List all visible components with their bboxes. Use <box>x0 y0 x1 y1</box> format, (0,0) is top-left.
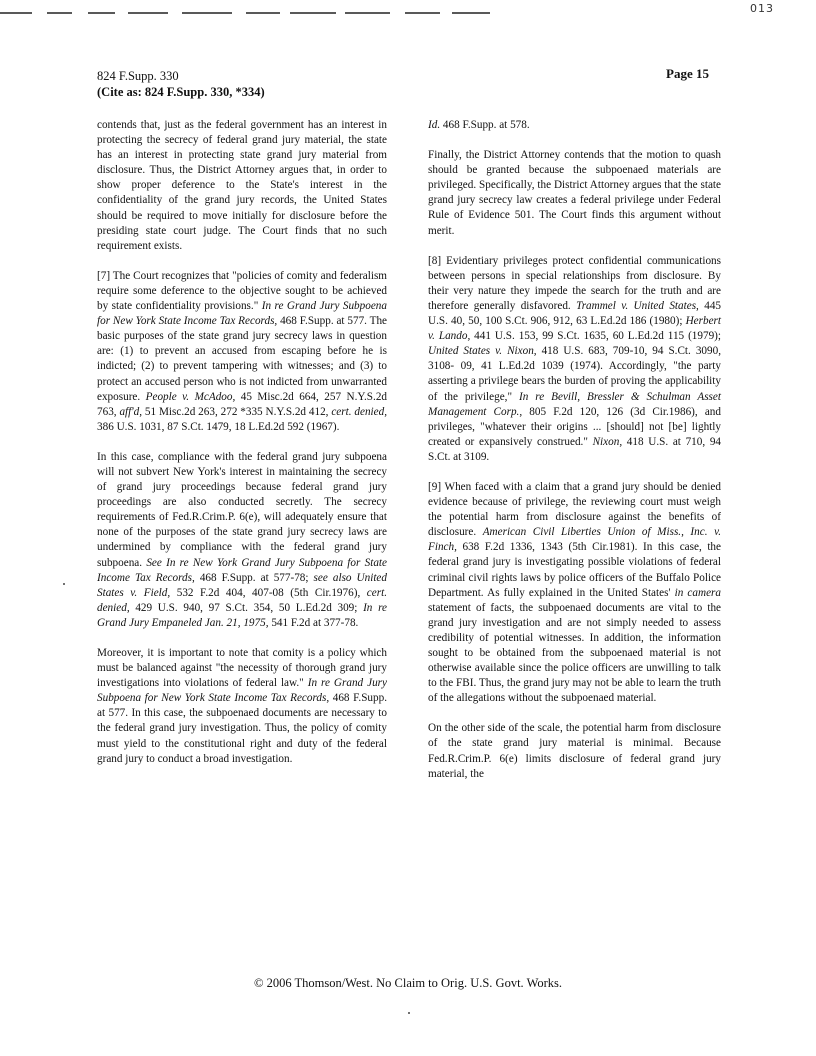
case-history: cert. denied, <box>331 405 388 418</box>
text: 445 U.S. 40, 50, 100 S.Ct. 906, 912, 63 L.Ed.2d 186 (1980); <box>428 299 721 328</box>
text: 441 U.S. 153, 99 S.Ct. 1635, 60 L.Ed.2d 115 (1979); <box>470 330 721 343</box>
text: statement of facts, the subpoenaed documents are vital to the grand jury investigation and are not simply needed to assess credibility of potential witnesses. In addition, the information sought to be obtained from the subpoenaed material is not otherwise available since the police officers are unwilling to talk to the FBI. Thus, the grand jury may not be able to learn the truth of the allegations without the subpoenaed material. <box>428 601 721 705</box>
paragraph <box>428 254 721 465</box>
text: 418 U.S. 683, 709-10, 94 S.Ct. 3090, 3108- 09, 41 L.Ed.2d 1039 (1974). Accordingly, "the party asserting a privilege bears the burden of proving the applicability of the privilege," <box>428 345 721 403</box>
paragraph <box>428 480 721 706</box>
text: [9] When faced with a claim that a grand jury should be denied evidence because of privilege, the reviewing court must weigh the potential harm from disclosure against the benefits of disclosure. <box>428 480 721 539</box>
fax-header-dashes <box>0 0 816 20</box>
case-history: aff'd, <box>119 405 143 418</box>
text: 805 F.2d 120, 126 (3d Cir.1986), and privileges, "whatever their origins ... [should] not [be] lightly created or expansively construed." <box>428 405 721 448</box>
case-citation: Id. <box>428 119 441 131</box>
text: 45 Misc.2d 664, 257 N.Y.S.2d 763, <box>97 390 388 418</box>
paragraph: On the other side of the scale, the potential harm from disclosure of the state grand jury material is minimal. Because Fed.R.Crim.P. 6(e) limits disclosure of federal grand jury material, the <box>428 722 721 780</box>
text: In this case, compliance with the federal grand jury subpoena will not subvert New York's interest in maintaining the secrecy of grand jury proceedings because federal grand jury proceedings are also conducted secretly. The secrecy requirements of Fed.R.Crim.P. 6(e), will adequately ensure that none of the purposes of the state grand jury secrecy laws are undermined by compliance with the federal grand jury subpoena. <box>97 450 387 569</box>
case-citation: In re Grand Jury Subpoena for New York State Income Tax Records, <box>97 300 387 328</box>
paragraph <box>97 646 387 767</box>
scan-speck <box>408 1012 410 1014</box>
case-citation: See In re New York Grand Jury Subpoena for State Income Tax Records, <box>97 556 387 584</box>
cite-as-line: (Cite as: 824 F.Supp. 330, *334) <box>97 85 265 99</box>
scan-speck <box>63 583 65 585</box>
paragraph: contends that, just as the federal government has an interest in protecting the secrecy of federal grand jury material, the state has an interest in protecting state grand jury material from disclosure. Thus, the District Attorney argues that, in order to show proper deference to the State's interest in the confidentiality of the grand jury records, the United States should be required to move initially for disclosure before the presiding state court judge. The Court finds that no such requirement exists. <box>97 119 387 252</box>
paragraph <box>428 118 721 133</box>
fax-page-number: 013 <box>750 2 774 15</box>
left-column <box>97 118 387 782</box>
case-citation: see also United States v. Field, <box>97 571 387 599</box>
latin-term: in camera <box>674 586 721 599</box>
text: [7] The Court recognizes that "policies of comity and federalism require some deference to the objective sought to be achieved by state confidentiality provisions." <box>97 269 387 313</box>
case-citation: Herbert v. Lando, <box>428 315 721 343</box>
copyright-footer: © 2006 Thomson/West. No Claim to Orig. U.S. Govt. Works. <box>253 976 563 990</box>
citation-header <box>97 68 265 100</box>
page-number: Page 15 <box>666 66 709 81</box>
paragraph <box>97 269 387 435</box>
text: 51 Misc.2d 263, 272 *335 N.Y.S.2d 412, <box>142 405 332 418</box>
case-citation: In re Grand Jury Empaneled Jan. 21, 1975, <box>97 601 387 629</box>
text: 638 F.2d 1336, 1343 (5th Cir.1981). In this case, the federal grand jury is investigating possible violations of federal criminal civil rights laws by police officers of the Buffalo Police Department. As fully explained in the United States' <box>428 541 721 599</box>
text: 468 F.Supp. at 577-78; <box>194 571 314 584</box>
text: 468 F.Supp. at 577. In this case, the subpoenaed documents are necessary to the federal grand jury investigation. Thus, the policy of comity must yield to the constitutional right and duty of the federal grand jury to conduct a broad investigation. <box>97 692 387 765</box>
text: 429 U.S. 940, 97 S.Ct. 354, 50 L.Ed.2d 309; <box>129 601 364 614</box>
case-citation: In re Grand Jury Subpoena for New York State Income Tax Records, <box>97 677 387 705</box>
text: [8] Evidentiary privileges protect confidential communications between persons in special relationships from disclosure. By their very nature they impede the search for the truth and are therefore generally disfavored. <box>428 254 721 312</box>
case-history: cert. denied, <box>97 586 387 614</box>
right-column <box>428 118 721 797</box>
case-citation: People v. McAdoo, <box>145 390 236 403</box>
text: 418 U.S. at 710, 94 S.Ct. at 3109. <box>428 435 721 463</box>
case-citation: Nixon, <box>592 435 623 448</box>
paragraph: Finally, the District Attorney contends that the motion to quash should be granted because the subpoenaed materials are privileged. Specifically, the District Attorney argues that the state grand jury secrecy law creates a federal privilege under Federal Rule of Evidence 501. The Court finds this argument without merit. <box>428 149 721 237</box>
paragraph <box>97 450 387 631</box>
case-citation: American Civil Liberties Union of Miss., Inc. v. Finch, <box>428 526 721 554</box>
case-citation: Trammel v. United States, <box>576 299 699 312</box>
reporter-citation: 824 F.Supp. 330 <box>97 69 179 83</box>
text: 468 F.Supp. at 578. <box>440 119 530 131</box>
text: 532 F.2d 404, 407-08 (5th Cir.1976), <box>170 586 367 599</box>
text: Moreover, it is important to note that comity is a policy which must be balanced against "the necessity of thorough grand jury investigations into violations of federal law." <box>97 647 387 690</box>
case-citation: In re Bevill, Bressler & Schulman Asset Management Corp., <box>428 390 721 418</box>
text: 541 F.2d at 377-78. <box>268 616 359 629</box>
case-citation: United States v. Nixon, <box>428 345 537 358</box>
text: 386 U.S. 1031, 87 S.Ct. 1479, 18 L.Ed.2d 592 (1967). <box>97 420 340 433</box>
text: 468 F.Supp. at 577. The basic purposes of the state grand jury secrecy laws in question are: (1) to prevent an accused from escaping before he is indicted; (2) to prevent tampering with witnesses; and (3) to protect an accused person who is not indicted from unwarranted exposure. <box>97 315 387 403</box>
